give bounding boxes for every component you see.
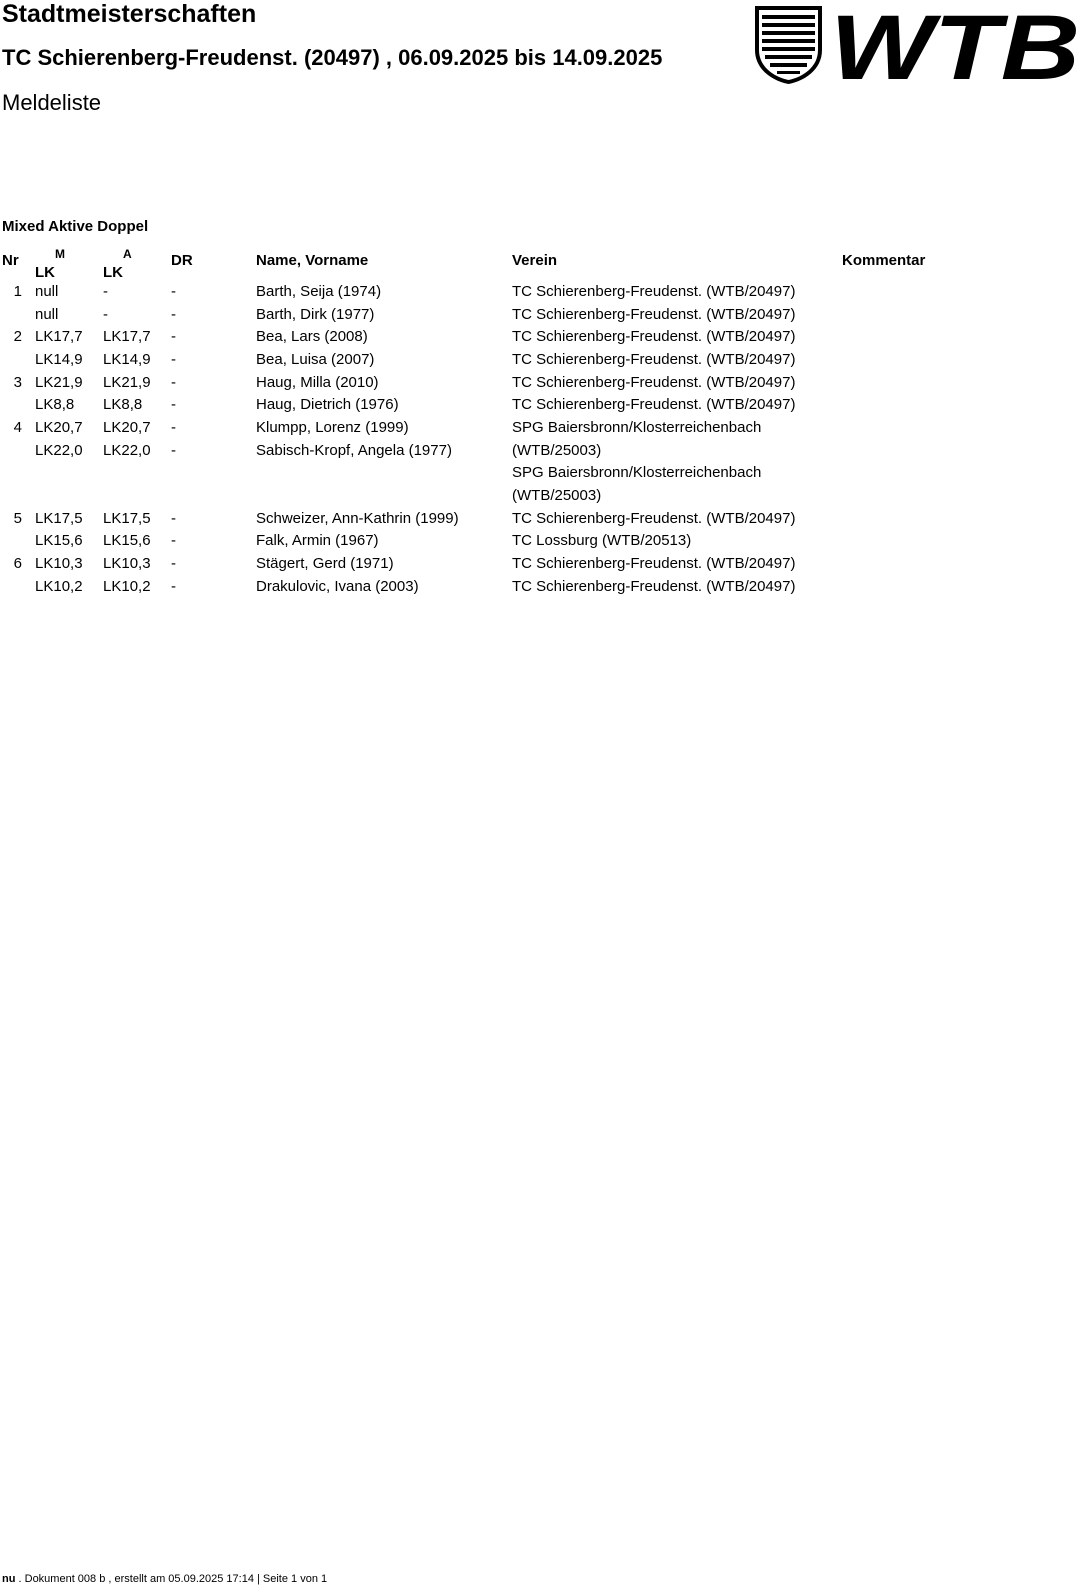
document-type: Meldeliste: [2, 90, 102, 115]
cell-verein: SPG Baiersbronn/Klosterreichenbach: [512, 419, 762, 436]
column-header-lk-a: [103, 247, 132, 281]
cell-name: Barth, Dirk (1977): [256, 306, 375, 323]
lk-a-label: LK: [103, 264, 123, 281]
cell-lk-m: null: [35, 306, 59, 323]
cell-verein: TC Schierenberg-Freudenst. (WTB/20497): [512, 510, 796, 527]
cell-name: Bea, Luisa (2007): [256, 351, 375, 368]
cell-name: Barth, Seija (1974): [256, 283, 382, 300]
cell-lk-m: LK10,3: [35, 555, 83, 572]
cell-lk-a: LK17,7: [103, 328, 151, 345]
cell-lk-m: LK17,7: [35, 328, 83, 345]
cell-dr: -: [171, 351, 176, 368]
lk-m-label: LK: [35, 264, 55, 281]
cell-dr: -: [171, 306, 176, 323]
cell-dr: -: [171, 283, 176, 300]
cell-lk-m: LK17,5: [35, 510, 83, 527]
cell-dr: -: [171, 328, 176, 345]
cell-lk-m: LK14,9: [35, 351, 83, 368]
page-title: Stadtmeisterschaften: [2, 0, 257, 28]
cell-lk-a: LK22,0: [103, 442, 151, 459]
lk-m-superscript: M: [55, 247, 65, 261]
cell-lk-a: LK10,2: [103, 578, 151, 595]
cell-name: Sabisch-Kropf, Angela (1977): [256, 442, 452, 459]
cell-nr: 3: [13, 374, 22, 391]
cell-verein: TC Schierenberg-Freudenst. (WTB/20497): [512, 396, 796, 413]
cell-name: Falk, Armin (1967): [256, 532, 379, 549]
cell-name: Klumpp, Lorenz (1999): [256, 419, 409, 436]
coat-of-arms-icon: [755, 6, 822, 84]
footer-text: . Dokument 008 b , erstellt am 05.09.2025 17:14 | Seite 1 von 1: [15, 1573, 328, 1585]
cell-name: Schweizer, Ann-Kathrin (1999): [256, 510, 459, 527]
cell-nr: 4: [13, 419, 22, 436]
cell-dr: -: [171, 555, 176, 572]
cell-verein: TC Schierenberg-Freudenst. (WTB/20497): [512, 578, 796, 595]
wtb-logo: [752, 4, 1080, 84]
cell-dr: -: [171, 442, 176, 459]
cell-dr: -: [171, 578, 176, 595]
cell-lk-m: LK20,7: [35, 419, 83, 436]
column-header-verein: Verein: [512, 252, 558, 269]
cell-lk-a: LK14,9: [103, 351, 151, 368]
cell-lk-a: LK21,9: [103, 374, 151, 391]
cell-name: Bea, Lars (2008): [256, 328, 368, 345]
cell-verein: TC Lossburg (WTB/20513): [512, 532, 692, 549]
cell-lk-m: LK15,6: [35, 532, 83, 549]
column-header-kommentar: Kommentar: [842, 252, 926, 269]
column-header-dr: DR: [171, 252, 193, 269]
cell-lk-a: LK17,5: [103, 510, 151, 527]
cell-name: Haug, Dietrich (1976): [256, 396, 399, 413]
column-header-lk-m: [35, 247, 65, 281]
cell-lk-a: -: [103, 283, 108, 300]
cell-nr: 5: [13, 510, 22, 527]
cell-name: Stägert, Gerd (1971): [256, 555, 394, 572]
cell-verein: (WTB/25003): [512, 442, 602, 459]
lk-a-superscript: A: [123, 247, 132, 261]
cell-verein: SPG Baiersbronn/Klosterreichenbach: [512, 464, 762, 481]
cell-lk-m: LK22,0: [35, 442, 83, 459]
cell-lk-a: LK10,3: [103, 555, 151, 572]
cell-lk-m: LK21,9: [35, 374, 83, 391]
competition-section-title: Mixed Aktive Doppel: [2, 218, 149, 235]
column-header-name: Name, Vorname: [256, 252, 369, 269]
cell-name: Haug, Milla (2010): [256, 374, 379, 391]
cell-verein: (WTB/25003): [512, 487, 602, 504]
cell-verein: TC Schierenberg-Freudenst. (WTB/20497): [512, 374, 796, 391]
event-subtitle: TC Schierenberg-Freudenst. (20497) , 06.09.2025 bis 14.09.2025: [2, 45, 663, 70]
cell-dr: -: [171, 532, 176, 549]
cell-lk-m: LK10,2: [35, 578, 83, 595]
cell-lk-m: LK8,8: [35, 396, 75, 413]
column-header-nr: Nr: [2, 252, 19, 269]
cell-lk-m: null: [35, 283, 59, 300]
page-footer: [2, 1573, 327, 1585]
logo-wordmark: WTB: [830, 4, 1080, 84]
cell-lk-a: LK15,6: [103, 532, 151, 549]
cell-nr: 1: [13, 283, 22, 300]
cell-nr: 6: [13, 555, 22, 572]
cell-name: Drakulovic, Ivana (2003): [256, 578, 419, 595]
cell-lk-a: LK8,8: [103, 396, 143, 413]
cell-dr: -: [171, 419, 176, 436]
cell-dr: -: [171, 510, 176, 527]
cell-verein: TC Schierenberg-Freudenst. (WTB/20497): [512, 306, 796, 323]
cell-verein: TC Schierenberg-Freudenst. (WTB/20497): [512, 283, 796, 300]
cell-lk-a: -: [103, 306, 108, 323]
cell-verein: TC Schierenberg-Freudenst. (WTB/20497): [512, 328, 796, 345]
cell-dr: -: [171, 374, 176, 391]
cell-dr: -: [171, 396, 176, 413]
footer-brand: nu: [2, 1573, 16, 1585]
cell-verein: TC Schierenberg-Freudenst. (WTB/20497): [512, 555, 796, 572]
cell-lk-a: LK20,7: [103, 419, 151, 436]
cell-verein: TC Schierenberg-Freudenst. (WTB/20497): [512, 351, 796, 368]
cell-nr: 2: [13, 328, 22, 345]
